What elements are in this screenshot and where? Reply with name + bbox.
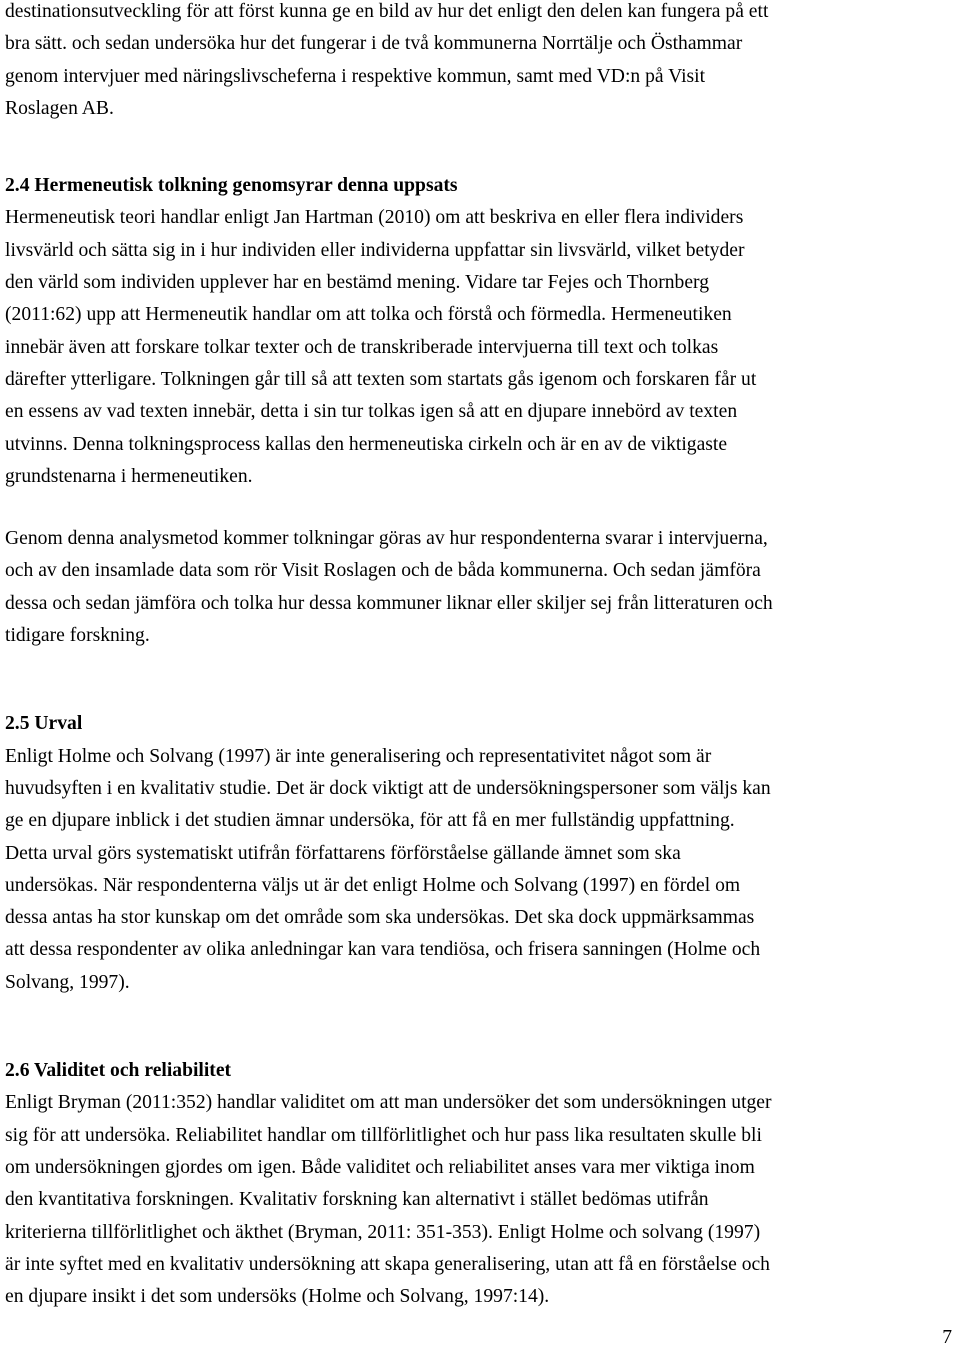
section-heading-2-6: 2.6 Validitet och reliabilitet <box>5 1060 232 1082</box>
section-urval <box>5 708 960 999</box>
intro-paragraph: destinationsutveckling för att först kunna ge en bild av hur det enligt den delen kan fungera på ett bra sätt. och sedan undersöka hur det fungerar i de två kommunerna Norrtälje och Östhammar genom intervjuer med näringslivscheferna i respektive kommun, samt med VD:n på Visit Roslagen AB. <box>5 1 769 119</box>
section-2-6-paragraph: Enligt Bryman (2011:352) handlar validitet om att man undersöker det som undersökningen utger sig för att undersöka. Reliabilitet handlar om tillförlitlighet och hur pass lika resultaten skulle bli om undersökningen gjordes om igen. Både validitet och reliabilitet anses vara mer viktiga inom den kvantitativa forskningen. Kvalitativ forskning kan alternativt i stället bedömas utifrån kriterierna tillförlitlighet och äkthet (Bryman, 2011: 351-353). Enligt Holme och solvang (1997) är inte syftet med en kvalitativ undersökning att skapa generalisering, utan att få en förståelse och en djupare insikt i det som undersöks (Holme och Solvang, 1997:14). <box>5 1092 772 1308</box>
section-2-5-paragraph: Enligt Holme och Solvang (1997) är inte generalisering och representativitet något som är huvudsyften i en kvalitativ studie. Det är dock viktigt att de undersökningspersoner som väljs kan ge en djupare inblick i det studien ämnar undersöka, för att få en mer fullständig uppfattning. Detta urval görs systematiskt utifrån författarens förförståelse gällande ämnet som ska undersökas. När respondenterna väljs ut är det enligt Holme och Solvang (1997) en fördel om dessa antas ha stor kunskap om det område som ska undersökas. Det ska dock uppmärksammas att dessa respondenter av olika anledningar kan vara tendiösa, och frisera sanningen (Holme och Solvang, 1997). <box>5 745 771 993</box>
section-2-4-paragraph-1: Hermeneutisk teori handlar enligt Jan Hartman (2010) om att beskriva en eller flera individers livsvärld och sätta sig in i hur individen eller individerna uppfattar sin livsvärld, vilket betyder den värld som individen upplever har en bestämd mening. Vidare tar Fejes och Thornberg (2011:62) upp att Hermeneutik handlar om att tolka och förstå och förmedla. Hermeneutiken innebär även att forskare tolkar texter och de transkriberade intervjuerna till text och tolkas därefter ytterligare. Tolkningen går till så att texten som startats gås igenom och forskaren får ut en essens av vad texten innebär, detta i sin tur tolkas igen så att en djupare innebörd av texten utvinns. Denna tolkningsprocess kallas den hermeneutiska cirkeln och är en av de viktigaste grundstenarna i hermeneutiken. <box>5 207 757 487</box>
page-number: 7 <box>942 1327 952 1348</box>
section-heading-2-4: 2.4 Hermeneutisk tolkning genomsyrar denna uppsats <box>5 175 458 197</box>
section-heading-2-5: 2.5 Urval <box>5 713 83 735</box>
section-2-4-paragraph-2: Genom denna analysmetod kommer tolkningar göras av hur respondenterna svarar i intervjuerna, och av den insamlade data som rör Visit Roslagen och de båda kommunerna. Och sedan jämföra dessa och sedan jämföra och tolka hur dessa kommuner liknar eller skiljer sej från litteraturen och tidigare forskning. <box>5 528 773 647</box>
section-hermeneutik <box>5 170 960 652</box>
section-validitet <box>5 1055 960 1313</box>
document-page <box>5 0 960 1313</box>
